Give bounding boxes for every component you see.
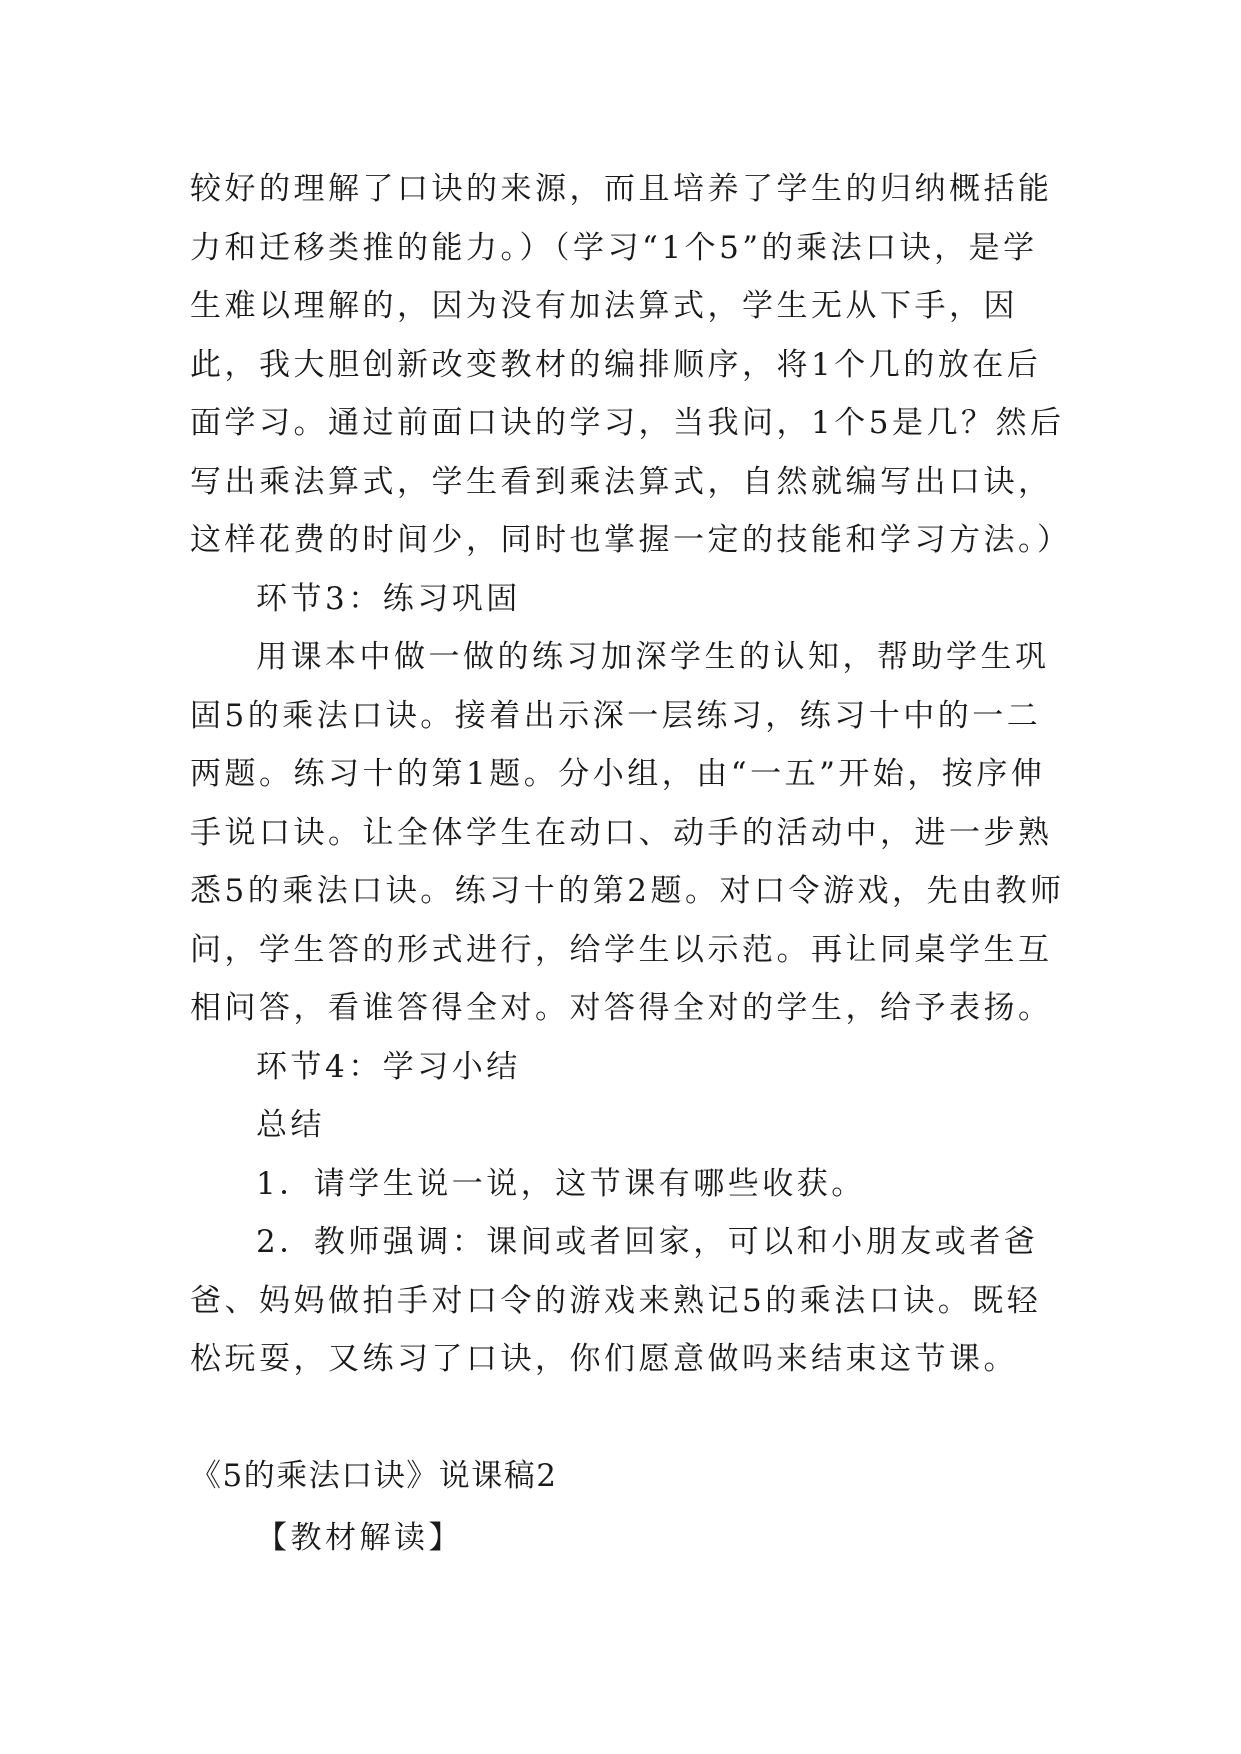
summary-item-2: 2．教师强调：课间或者回家，可以和小朋友或者爸爸、妈妈做拍手对口令的游戏来熟记5的乘法口诀。既轻松玩耍，又练习了口诀，你们愿意做吗来结束这节课。 <box>190 1224 1042 1377</box>
section-heading-3: 环节3：练习巩固 <box>256 580 521 617</box>
document-body <box>190 160 1070 1568</box>
paragraph-continued: 较好的理解了口诀的来源，而且培养了学生的归纳概括能力和迁移类推的能力。）（学习“1个5”的乘法口诀，是学生难以理解的，因为没有加法算式，学生无从下手，因此，我大胆创新改变教材的编排顺序，将1个几的放在后面学习。通过前面口诀的学习，当我问，1个5是几？然后写出乘法算式，学生看到乘法算式，自然就编写出口诀，这样花费的时间少，同时也掌握一定的技能和学习方法。） <box>190 171 1072 558</box>
summary-item-1: 1．请学生说一说，这节课有哪些收获。 <box>256 1165 866 1202</box>
section-heading-4: 环节4：学习小结 <box>256 1048 521 1085</box>
textbook-analysis-heading: 【教材解读】 <box>256 1520 463 1556</box>
document-title-2: 《5的乘法口诀》说课稿2 <box>190 1457 558 1494</box>
summary-label: 总结 <box>256 1107 325 1143</box>
paragraph-practice: 用课本中做一做的练习加深学生的认知，帮助学生巩固5的乘法口诀。接着出示深一层练习，练习十中的一二两题。练习十的第1题。分小组，由“一五”开始，按序伸手说口诀。让全体学生在动口、动手的活动中，进一步熟悉5的乘法口诀。练习十的第2题。对口令游戏，先由教师问，学生答的形式进行，给学生以示范。再让同桌学生互相问答，看谁答得全对。对答得全对的学生，给予表扬。 <box>190 639 1065 1026</box>
